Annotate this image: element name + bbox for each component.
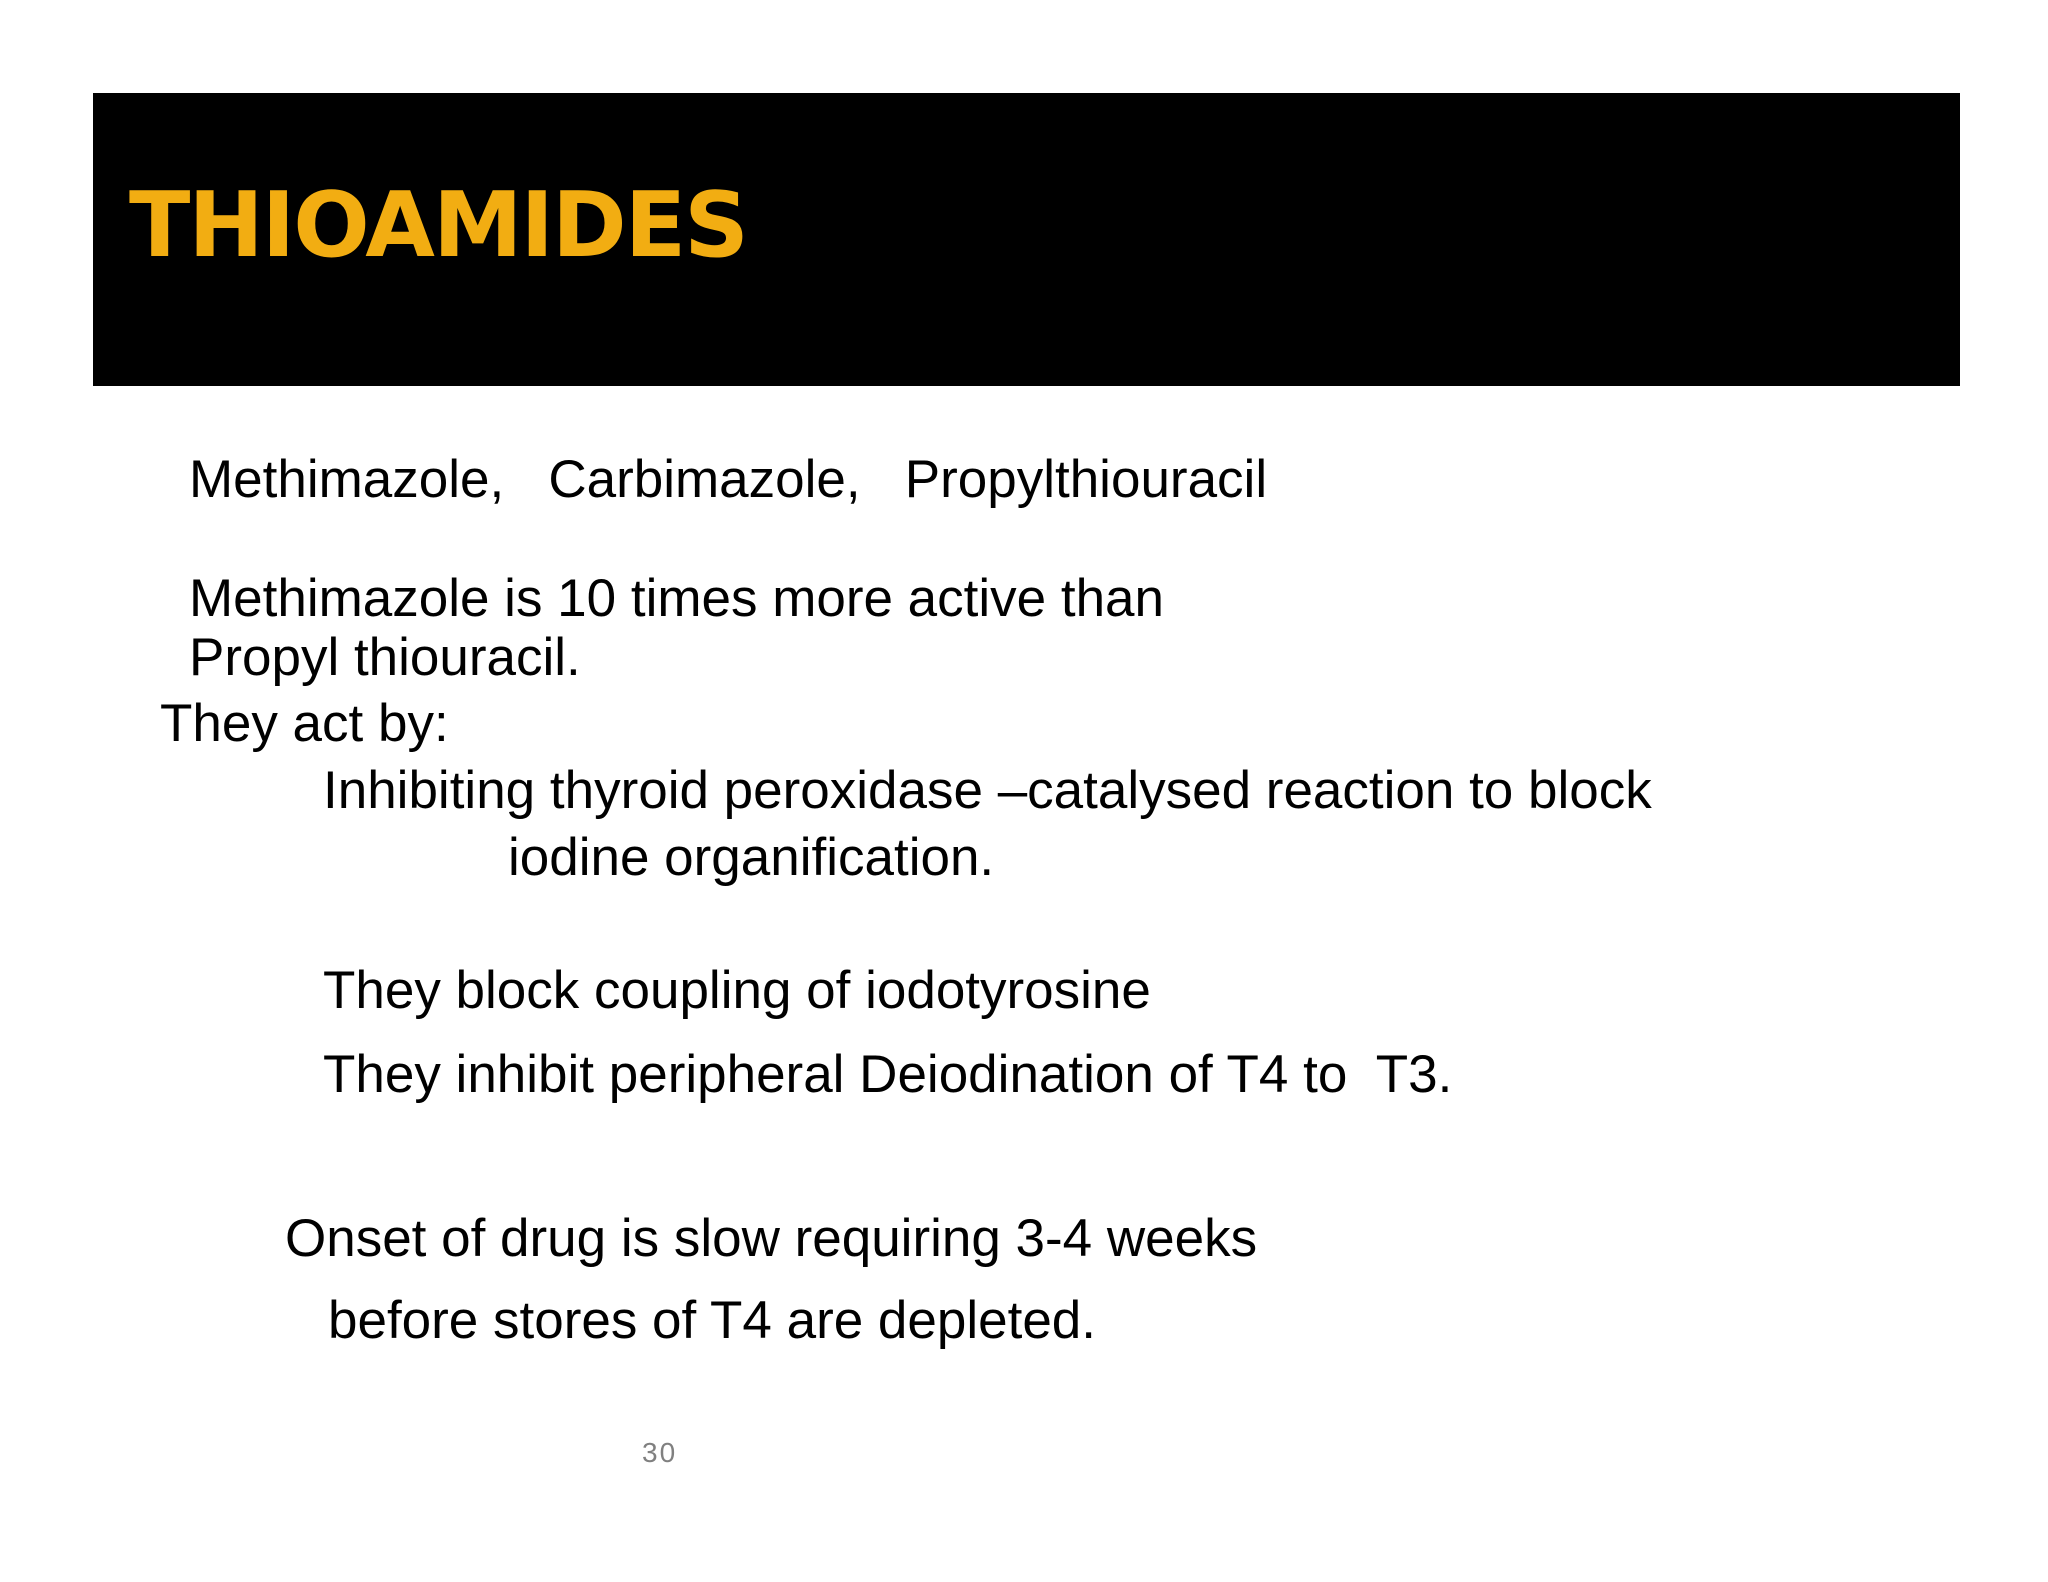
slide-title: THIOAMIDES [129, 173, 747, 278]
onset-line-2: before stores of T4 are depleted. [328, 1291, 1097, 1350]
page-number: 30 [642, 1437, 678, 1468]
mechanism-item-3: They inhibit peripheral Deiodination of T4 to T3. [323, 1045, 1453, 1104]
title-bar [93, 93, 1960, 386]
drug-list: Methimazole, Carbimazole, Propylthiouracil [189, 450, 1268, 509]
mechanism-item-1a: Inhibiting thyroid peroxidase –catalysed reaction to block [323, 761, 1652, 820]
potency-line-2: Propyl thiouracil. [189, 628, 581, 687]
potency-line-1: Methimazole is 10 times more active than [189, 569, 1165, 628]
mechanism-item-1b: iodine organification. [508, 828, 995, 887]
mechanism-intro: They act by: [160, 694, 449, 753]
mechanism-item-2: They block coupling of iodotyrosine [323, 961, 1151, 1020]
onset-line-1: Onset of drug is slow requiring 3-4 weeks [285, 1209, 1258, 1268]
